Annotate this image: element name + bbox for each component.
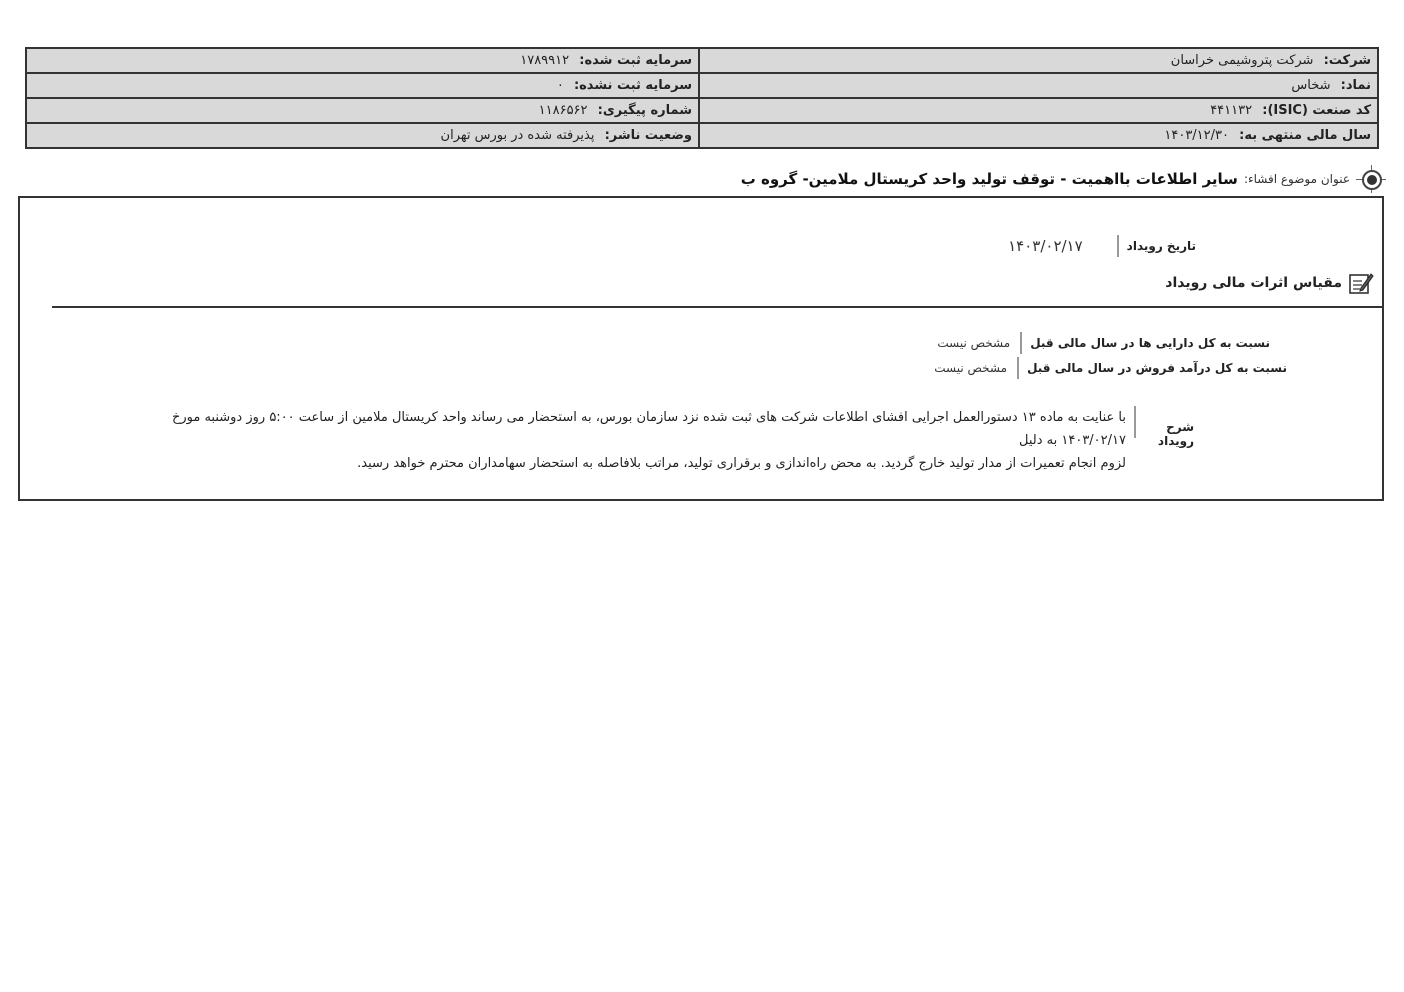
company-label: شرکت: <box>1323 53 1371 68</box>
info-row-isic <box>26 98 1378 123</box>
publisher-status-value: پذیرفته شده در بورس تهران <box>440 128 595 143</box>
event-description-label: شرح رویداد <box>1134 406 1194 438</box>
publisher-status-label: وضعیت ناشر: <box>604 128 692 143</box>
tracking-label: شماره پیگیری: <box>597 103 692 118</box>
isic-value: ۴۴۱۱۳۲ <box>1210 103 1253 118</box>
capital-unregistered-cell <box>26 73 699 98</box>
assets-ratio-value: مشخص نیست <box>937 336 1011 350</box>
fiscal-year-cell <box>699 123 1378 148</box>
capital-unregistered-label: سرمایه ثبت نشده: <box>573 78 692 93</box>
publisher-status-cell <box>26 123 699 148</box>
info-row-symbol <box>26 73 1378 98</box>
event-details-panel <box>18 196 1384 501</box>
info-row-fiscal <box>26 123 1378 148</box>
event-date-value: ۱۴۰۳/۰۲/۱۷ <box>1008 237 1083 255</box>
revenue-ratio-label: نسبت به کل درآمد فروش در سال مالی قبل <box>1017 357 1287 379</box>
event-description-row <box>126 406 1194 475</box>
financial-impact-heading <box>1165 271 1374 295</box>
event-description-text <box>126 406 1134 475</box>
symbol-cell <box>699 73 1378 98</box>
capital-unregistered-value: ۰ <box>556 78 564 93</box>
subject-label: عنوان موضوع افشاء: <box>1243 172 1350 186</box>
capital-registered-cell <box>26 48 699 73</box>
event-date-row <box>1008 235 1196 257</box>
symbol-value: شخاس <box>1291 78 1331 93</box>
description-line-1: با عنایت به ماده ۱۳ دستورالعمل اجرایی افشای اطلاعات شرکت های ثبت شده نزد سازمان بورس، به استحضار می رساند واحد کریستال ملامین از ساعت ۵:۰۰ روز دوشنبه مورخ ۱۴۰۳/۰۲/۱۷ به دلیل <box>171 410 1126 448</box>
disclosure-subject <box>741 165 1386 193</box>
revenue-ratio-value: مشخص نیست <box>934 361 1008 375</box>
isic-cell <box>699 98 1378 123</box>
fiscal-year-label: سال مالی منتهی به: <box>1239 128 1371 143</box>
company-info-table <box>25 47 1379 149</box>
tracking-cell <box>26 98 699 123</box>
revenue-ratio-row <box>934 357 1287 379</box>
company-cell <box>699 48 1378 73</box>
edit-note-icon <box>1348 271 1374 295</box>
assets-ratio-row <box>937 332 1270 354</box>
section-divider <box>52 306 1382 308</box>
symbol-label: نماد: <box>1340 78 1371 93</box>
fiscal-year-value: ۱۴۰۳/۱۲/۳۰ <box>1164 128 1229 143</box>
info-row-company <box>26 48 1378 73</box>
isic-label: کد صنعت (ISIC): <box>1262 103 1371 118</box>
subject-title: سایر اطلاعات بااهمیت - توقف تولید واحد کریستال ملامین- گروه ب <box>740 170 1238 188</box>
target-icon <box>1356 165 1386 193</box>
description-line-2: لزوم انجام تعمیرات از مدار تولید خارج گردید. به محض راه‌اندازی و برقراری تولید، مراتب بلافاصله به استحضار سهامداران محترم خواهد رسید. <box>357 456 1126 471</box>
assets-ratio-label: نسبت به کل دارایی ها در سال مالی قبل <box>1020 332 1270 354</box>
capital-registered-label: سرمایه ثبت شده: <box>579 53 692 68</box>
event-date-label: تاریخ رویداد <box>1117 235 1196 257</box>
financial-impact-title: مقیاس اثرات مالی رویداد <box>1165 275 1342 291</box>
tracking-value: ۱۱۸۶۵۶۲ <box>538 103 588 118</box>
capital-registered-value: ۱۷۸۹۹۱۲ <box>520 53 570 68</box>
company-value: شرکت پتروشیمی خراسان <box>1170 53 1314 68</box>
